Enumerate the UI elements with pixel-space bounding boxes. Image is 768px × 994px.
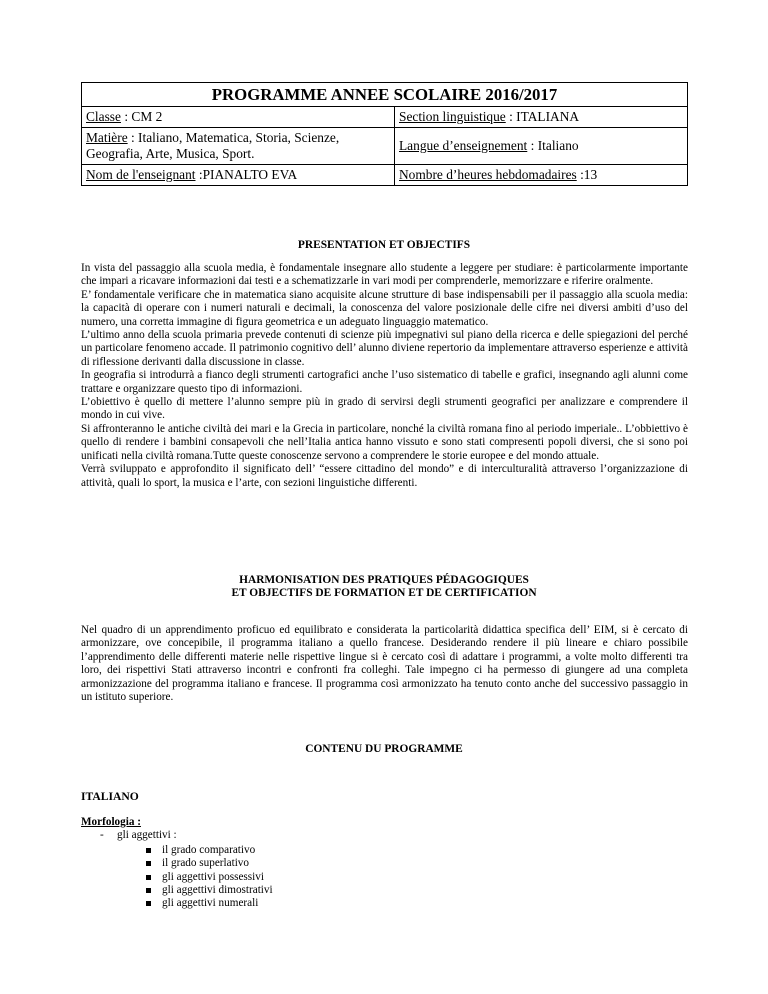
paragraph: L’obiettivo è quello di mettere l’alunno sempre più in grado di servirsi degli strumenti geografici per analizzare e comprendere il mondo in cui vive. [81, 396, 688, 422]
enseignant-cell [82, 165, 395, 186]
list-item: il grado comparativo [146, 844, 273, 857]
presentation-heading: PRESENTATION ET OBJECTIFS [297, 239, 471, 251]
list-item: gli aggettivi dimostrativi [146, 884, 273, 897]
section-italiano: ITALIANO [81, 790, 139, 803]
dash-marker: - [100, 829, 104, 841]
list-item: gli aggettivi possessivi [146, 871, 273, 884]
list-item: il grado superlativo [146, 857, 273, 870]
heures-label: Nombre d’heures hebdomadaires [399, 167, 577, 182]
enseignant-label: Nom de l'enseignant [86, 167, 196, 182]
classe-cell [82, 107, 395, 128]
aggettivi-bullet-list [146, 844, 273, 910]
matiere-cell [82, 128, 395, 165]
list-item-aggettivi [100, 829, 177, 841]
section-value: : ITALIANA [505, 109, 580, 124]
classe-label: Classe [86, 109, 121, 124]
section-label: Section linguistique [399, 109, 506, 124]
paragraph: Si affronteranno le antiche civiltà dei mari e la Grecia in particolare, nonché la civiltà romana fino al periodo imperiale.. L’obbiettivo è quello di rendere i bambini consapevoli che nell’Italia antica hanno vissuto e sono stati compresenti popoli diversi, che si sono poi unificati nella civiltà romana.Tutte queste conoscenze servono a comprendere le storie europee e del mondo attuale. [81, 422, 688, 462]
presentation-text [81, 262, 688, 490]
subsection-morfologia: Morfologia : [81, 816, 141, 828]
harmonisation-paragraph: Nel quadro di un apprendimento proficuo ed equilibrato e considerata la particolarità didattica specifica dell’ EIM, si è cercato di armonizzare, ove concepibile, il programma italiano a quello francese. Desiderando rendere il più lineare e chiaro possibile l’apprendimento delle differenti materie nelle rispettive lingue si è cercato così di adattare i programmi, a volte molto differenti tra loro, dei rispettivi Stati attraverso incontri e confronti fra colleghi. Tale impegno ci ha permesso di giungere ad una completa armonizzazione del programma italiano e francese. Il programma così armonizzato ha tenuto conto anche del successivo passaggio in un istituto superiore. [81, 624, 688, 704]
contenu-heading: CONTENU DU PROGRAMME [305, 743, 463, 755]
langue-value: : Italiano [527, 138, 579, 153]
langue-cell [395, 128, 688, 165]
paragraph: Verrà sviluppato e approfondito il significato dell’ “essere cittadino del mondo” e di interculturalità attraverso l’organizzazione di attività, quali lo sport, la musica e l’arte, con sezioni linguistiche differenti. [81, 463, 688, 489]
heures-value: :13 [576, 167, 598, 182]
enseignant-value: :PIANALTO EVA [195, 167, 298, 182]
heures-cell [395, 165, 688, 186]
list-item: gli aggettivi numerali [146, 897, 273, 910]
matiere-value: : Italiano, Matematica, Storia, Scienze, Geografia, Arte, Musica, Sport. [86, 130, 340, 161]
paragraph: L’ultimo anno della scuola primaria prevede contenuti di scienze più impegnativi sul piano della ricerca e delle spiegazioni del perché un particolare fenomeno accade. Il patrimonio cognitivo dell’ alunno diviene repertorio da implementare attraverso esperienze e attività di riflessione derivanti dalla discussione in classe. [81, 329, 688, 368]
programme-title: PROGRAMME ANNEE SCOLAIRE 2016/2017 [82, 83, 688, 107]
matiere-label: Matière [86, 130, 128, 145]
harmonisation-heading-line1: HARMONISATION DES PRATIQUES PÉDAGOGIQUES [239, 574, 529, 586]
paragraph: In vista del passaggio alla scuola media, è fondamentale insegnare allo studente a leggere per studiare: è particolarmente importante che impari a ricavare informazioni dai testi e a schematizzarle in vari modi per comprenderle, memorizzare e riferire oralmente. [81, 262, 688, 288]
section-cell [395, 107, 688, 128]
paragraph: In geografia si introdurrà a fianco degli strumenti cartografici anche l’uso sistematico di tabelle e grafici, insegnando agli alunni come trattare e organizzare questo tipo di informazioni. [81, 369, 688, 395]
list-item-label: gli aggettivi : [117, 829, 177, 841]
programme-header-table [81, 82, 688, 186]
harmonisation-heading-line2: ET OBJECTIFS DE FORMATION ET DE CERTIFICATION [231, 587, 537, 599]
langue-label: Langue d’enseignement [399, 138, 528, 153]
paragraph: E’ fondamentale verificare che in matematica siano acquisite alcune strutture di base indispensabili per il passaggio alla scuola media: la capacità di operare con i numeri naturali e decimali, la conoscenza del valore posizionale delle cifre nei diversi ambiti d’uso del numero, una corretta immagine di figura geometrica e un adeguato linguaggio matematico. [81, 288, 688, 328]
classe-value: : CM 2 [120, 109, 163, 124]
